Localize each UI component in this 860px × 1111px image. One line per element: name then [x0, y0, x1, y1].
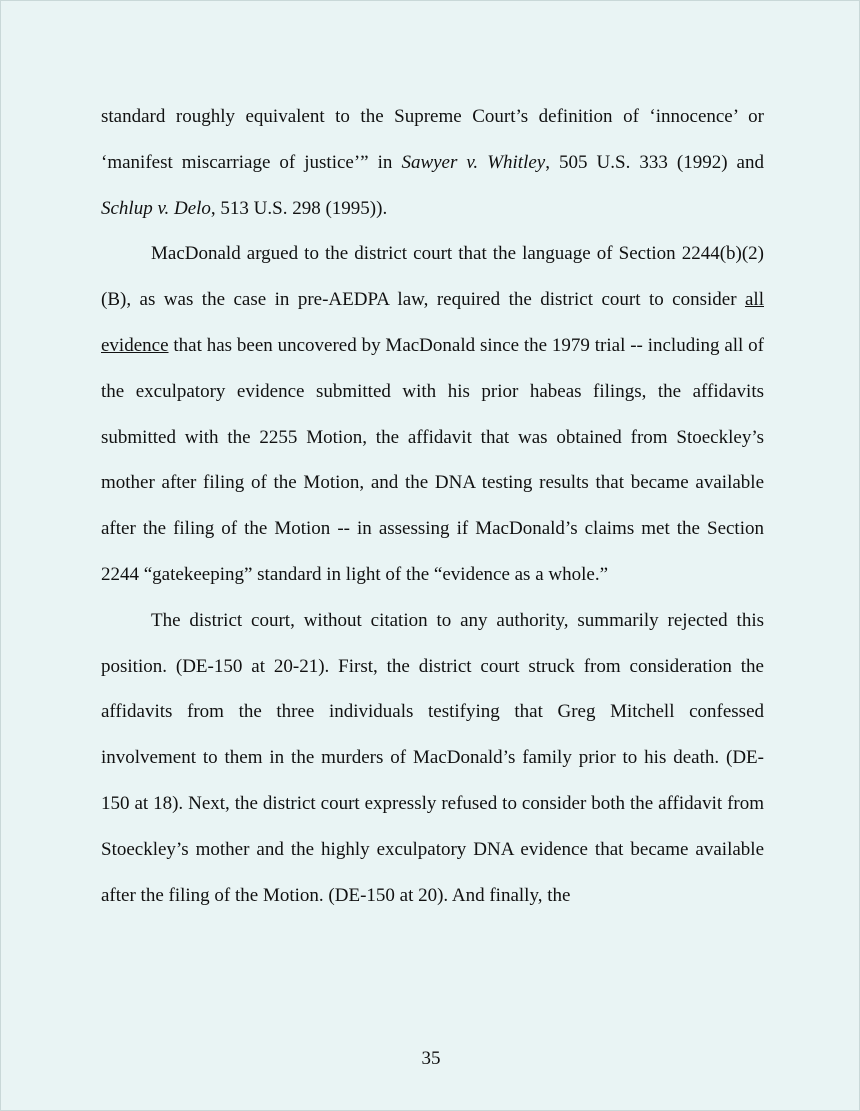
case-citation-sawyer: Sawyer v. Whitley [401, 151, 546, 173]
underlined-all-evidence: all evidence [101, 289, 764, 356]
page-number: 35 [421, 1048, 441, 1069]
paragraph-2-text-1: MacDonald argued to the district court that the language of Section 2244(b)(2)(B), as was the case in pre-AEDPA law, required the district court to consider [101, 243, 764, 311]
paragraph-2-text-2: that has been uncovered by MacDonald since the 1979 trial -- including all of the exculpatory evidence submitted with his prior habeas filings, the affidavits submitted with the 2255 Motion, the affidavit that was obtained from Stoeckley’s mother after filing of the Motion, and the DNA testing results that became available after the filing of the Motion -- in assessing if MacDonald’s claims met the Section 2244 “gatekeeping” standard in light of the “evidence as a whole.” [101, 334, 764, 585]
paragraph-2 [101, 231, 764, 597]
paragraph-3-text-1: The district court, without citation to any authority, summarily rejected this position. (DE-150 at 20-21). First, the district court struck from consideration the affidavits from the three individuals testifying that Greg Mitchell confessed involvement to them in the murders of MacDonald’s family prior to his death. (DE-150 at 18). Next, the district court expressly refused to consider both the affidavit from Stoeckley’s mother and the highly exculpatory DNA evidence that became available after the filing of the Motion. (DE-150 at 20). And finally, the [101, 609, 764, 906]
body-text [101, 94, 764, 918]
paragraph-1-text-2: , 505 U.S. 333 (1992) and [545, 151, 764, 173]
paragraph-1 [101, 94, 764, 231]
paragraph-1-text-3: , 513 U.S. 298 (1995)). [210, 197, 388, 219]
case-citation-schlup: Schlup v. Delo [101, 197, 211, 219]
paragraph-1-text-1: standard roughly equivalent to the Supreme Court’s definition of ‘innocence’ or ‘manifest miscarriage of justice’” in [101, 106, 764, 173]
paragraph-3 [101, 598, 764, 919]
